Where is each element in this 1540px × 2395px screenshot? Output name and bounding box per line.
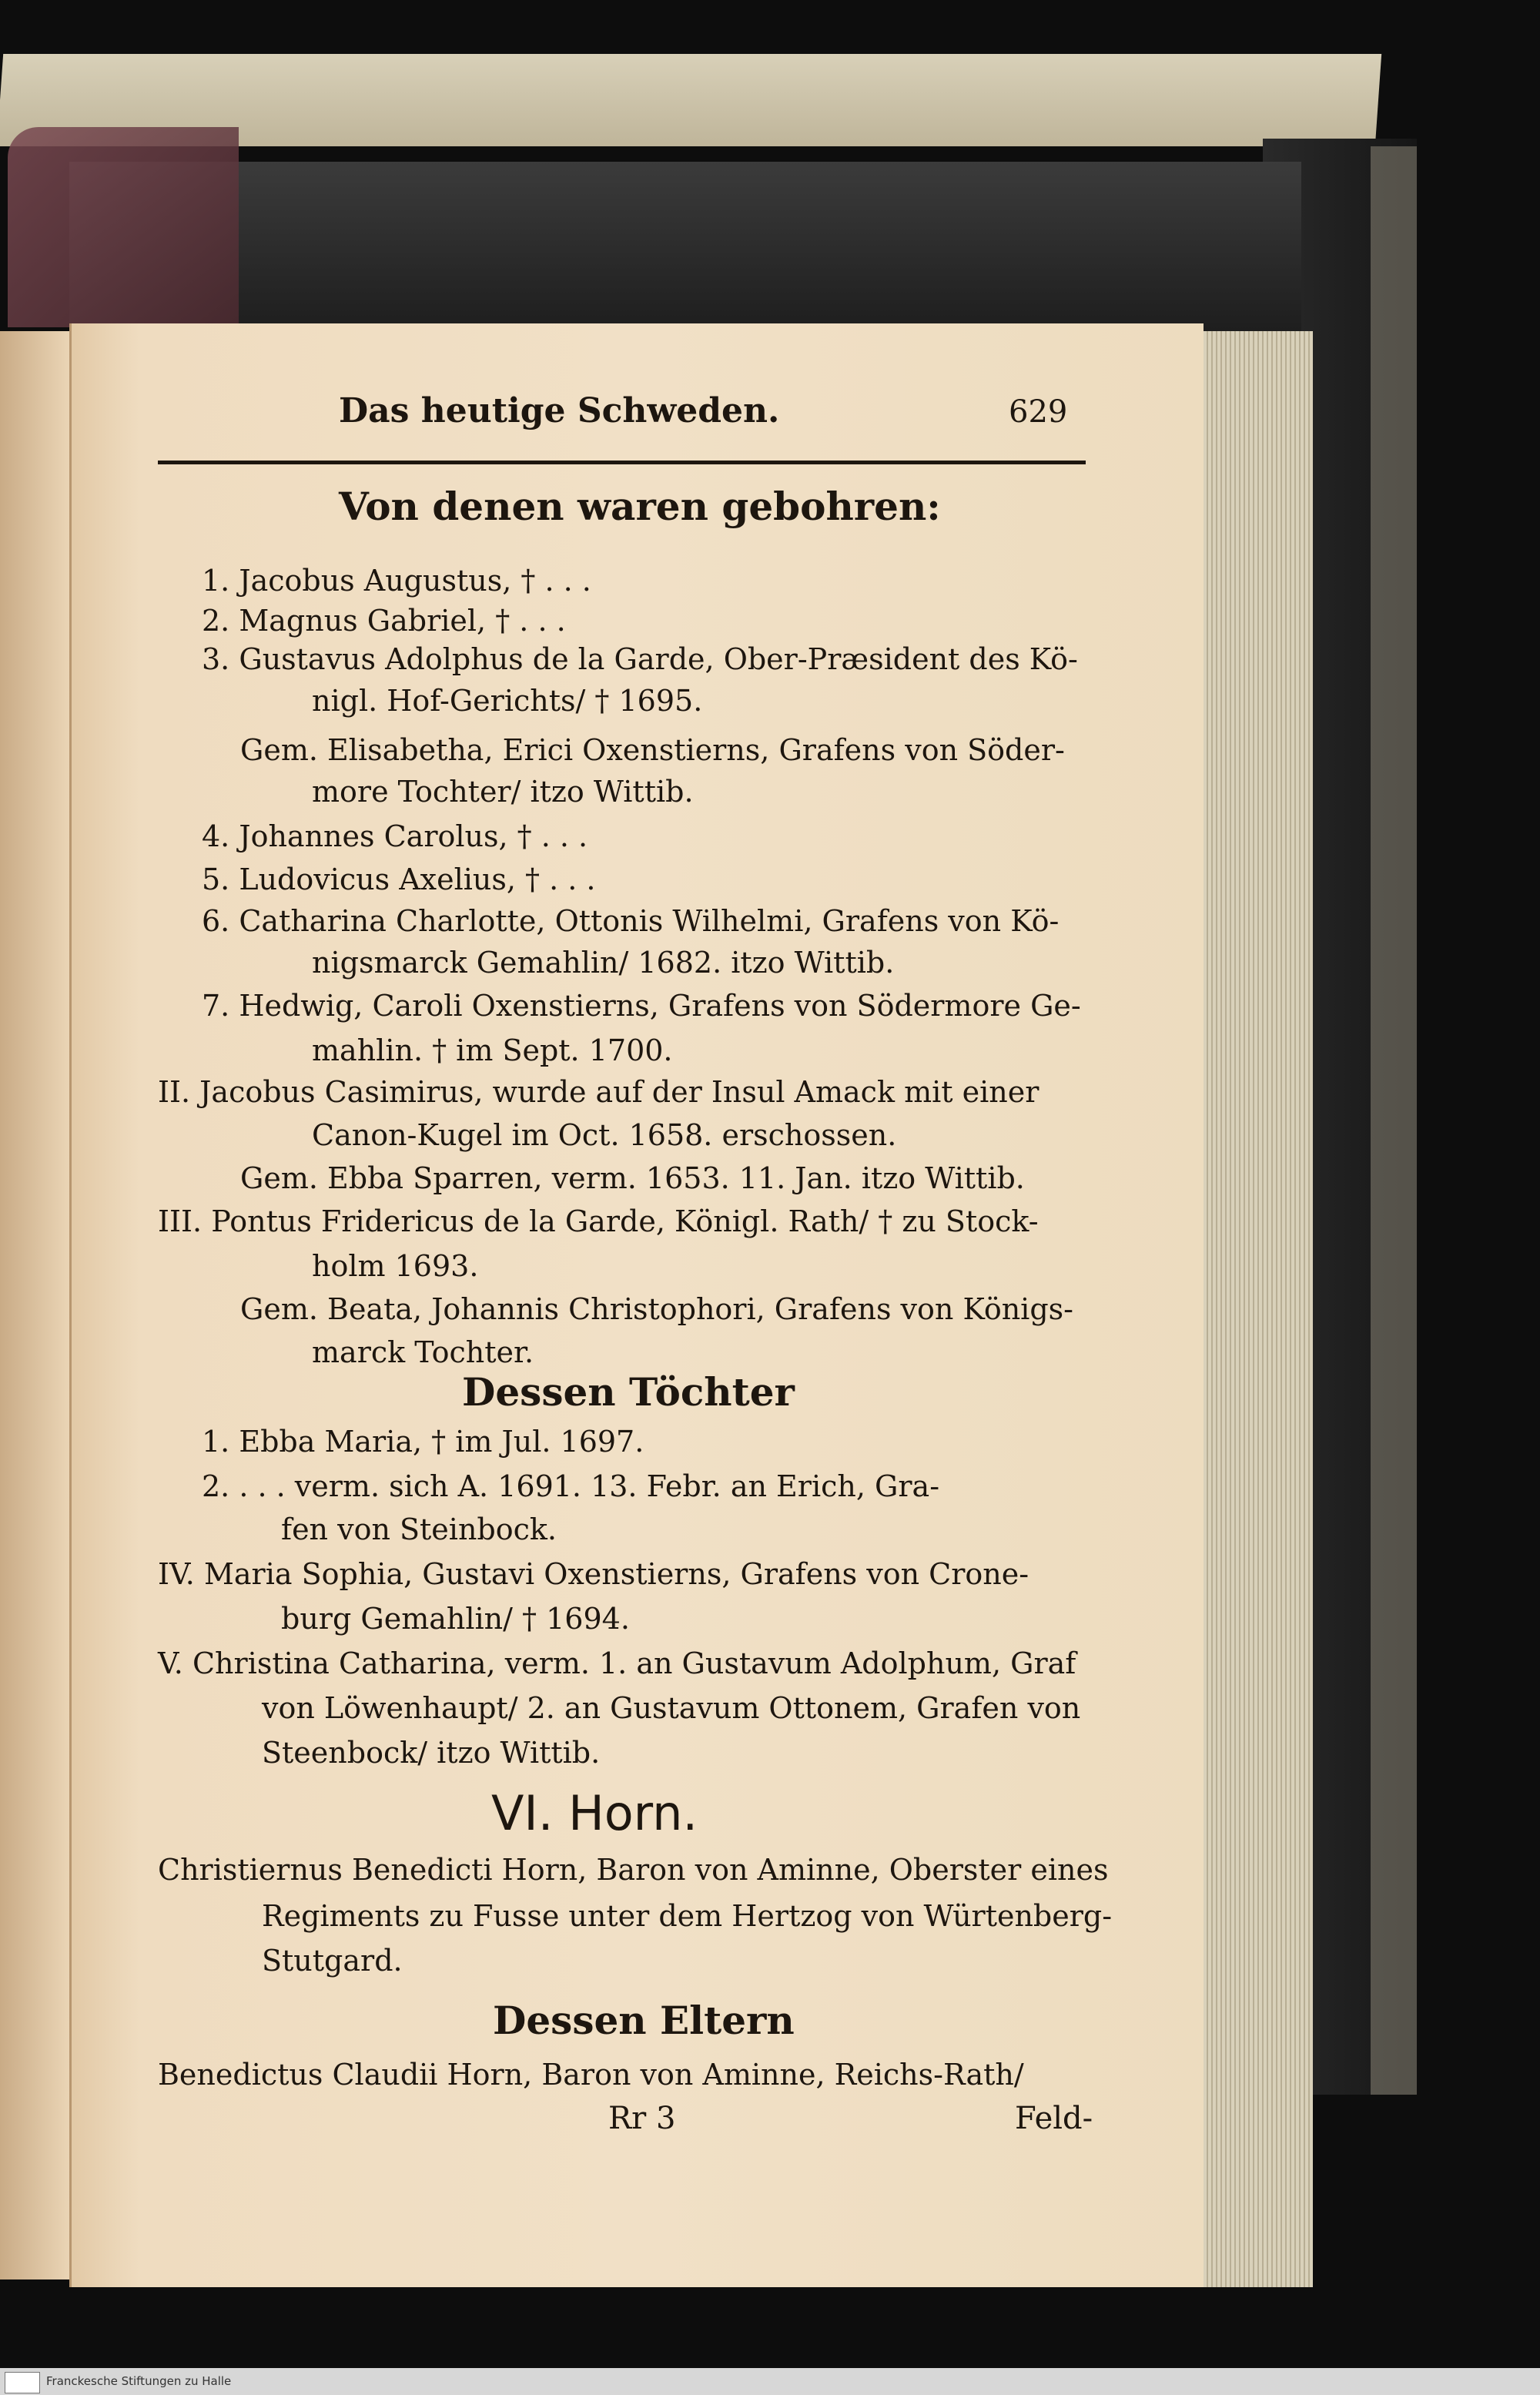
- text-line: Christiernus Benedicti Horn, Baron von Aminne, Oberster eines: [158, 1853, 1109, 1887]
- library-logo-icon: [5, 2372, 40, 2393]
- catchword: Feld-: [1015, 2101, 1093, 2136]
- text-line: 7. Hedwig, Caroli Oxenstierns, Grafens von Södermore Ge-: [202, 989, 1081, 1023]
- subheading-parents: Dessen Eltern: [493, 1998, 795, 2043]
- text-line: fen von Steinbock.: [281, 1512, 557, 1546]
- cover-edge: [1371, 146, 1417, 2095]
- text-line: 3. Gustavus Adolphus de la Garde, Ober-Præsident des Kö-: [202, 642, 1078, 676]
- text-line: mahlin. † im Sept. 1700.: [312, 1033, 673, 1067]
- text-line: Gem. Elisabetha, Erici Oxenstierns, Grafens von Söder-: [240, 733, 1065, 767]
- text-line: 4. Johannes Carolus, † . . .: [202, 819, 588, 853]
- text-line: II. Jacobus Casimirus, wurde auf der Insul Amack mit einer: [158, 1075, 1040, 1109]
- text-line: V. Christina Catharina, verm. 1. an Gustavum Adolphum, Graf: [158, 1646, 1076, 1680]
- page-edges: [1190, 331, 1313, 2287]
- text-line: nigsmarck Gemahlin/ 1682. itzo Wittib.: [312, 946, 895, 980]
- text-line: nigl. Hof-Gerichts/ † 1695.: [312, 684, 703, 718]
- text-line: Canon-Kugel im Oct. 1658. erschossen.: [312, 1118, 897, 1152]
- footer-credit: Franckesche Stiftungen zu Halle: [46, 2374, 232, 2388]
- text-line: more Tochter/ itzo Wittib.: [312, 775, 694, 809]
- subheading-daughters: Dessen Töchter: [462, 1369, 795, 1415]
- text-line: 1. Ebba Maria, † im Jul. 1697.: [202, 1425, 644, 1459]
- facing-page-edge: [0, 331, 73, 2279]
- text-line: 1. Jacobus Augustus, † . . .: [202, 564, 591, 598]
- text-line: Gem. Beata, Johannis Christophori, Grafens von Königs-: [240, 1292, 1073, 1326]
- text-line: burg Gemahlin/ † 1694.: [281, 1602, 630, 1636]
- running-title: Das heutige Schweden.: [339, 391, 780, 430]
- text-line: marck Tochter.: [312, 1335, 534, 1369]
- text-line: III. Pontus Fridericus de la Garde, Königl. Rath/ † zu Stock-: [158, 1204, 1039, 1238]
- text-line: Steenbock/ itzo Wittib.: [262, 1736, 601, 1770]
- text-line: 5. Ludovicus Axelius, † . . .: [202, 863, 596, 896]
- text-line: 2. . . . verm. sich A. 1691. 13. Febr. an Erich, Gra-: [202, 1469, 940, 1503]
- text-line: 6. Catharina Charlotte, Ottonis Wilhelmi, Grafens von Kö-: [202, 904, 1060, 938]
- text-line: holm 1693.: [312, 1249, 479, 1283]
- text-line: von Löwenhaupt/ 2. an Gustavum Ottonem, Grafen von: [262, 1691, 1081, 1725]
- subheading-children: Von denen waren gebohren:: [339, 484, 941, 529]
- text-line: IV. Maria Sophia, Gustavi Oxenstierns, Grafens von Crone-: [158, 1557, 1029, 1591]
- text-line: Regiments zu Fusse unter dem Hertzog von Würtenberg-: [262, 1899, 1113, 1933]
- text-line: Gem. Ebba Sparren, verm. 1653. 11. Jan. itzo Wittib.: [240, 1161, 1025, 1195]
- signature-mark: Rr 3: [608, 2101, 676, 2136]
- section-heading-horn: VI. Horn.: [491, 1785, 698, 1841]
- text-block-top: [69, 162, 1301, 331]
- text-line: Benedictus Claudii Horn, Baron von Aminne, Reichs-Rath/: [158, 2058, 1024, 2092]
- page-number: 629: [1009, 394, 1068, 430]
- text-line: 2. Magnus Gabriel, † . . .: [202, 604, 566, 638]
- headband: [8, 127, 239, 327]
- header-rule: [158, 461, 1086, 464]
- text-line: Stutgard.: [262, 1944, 403, 1978]
